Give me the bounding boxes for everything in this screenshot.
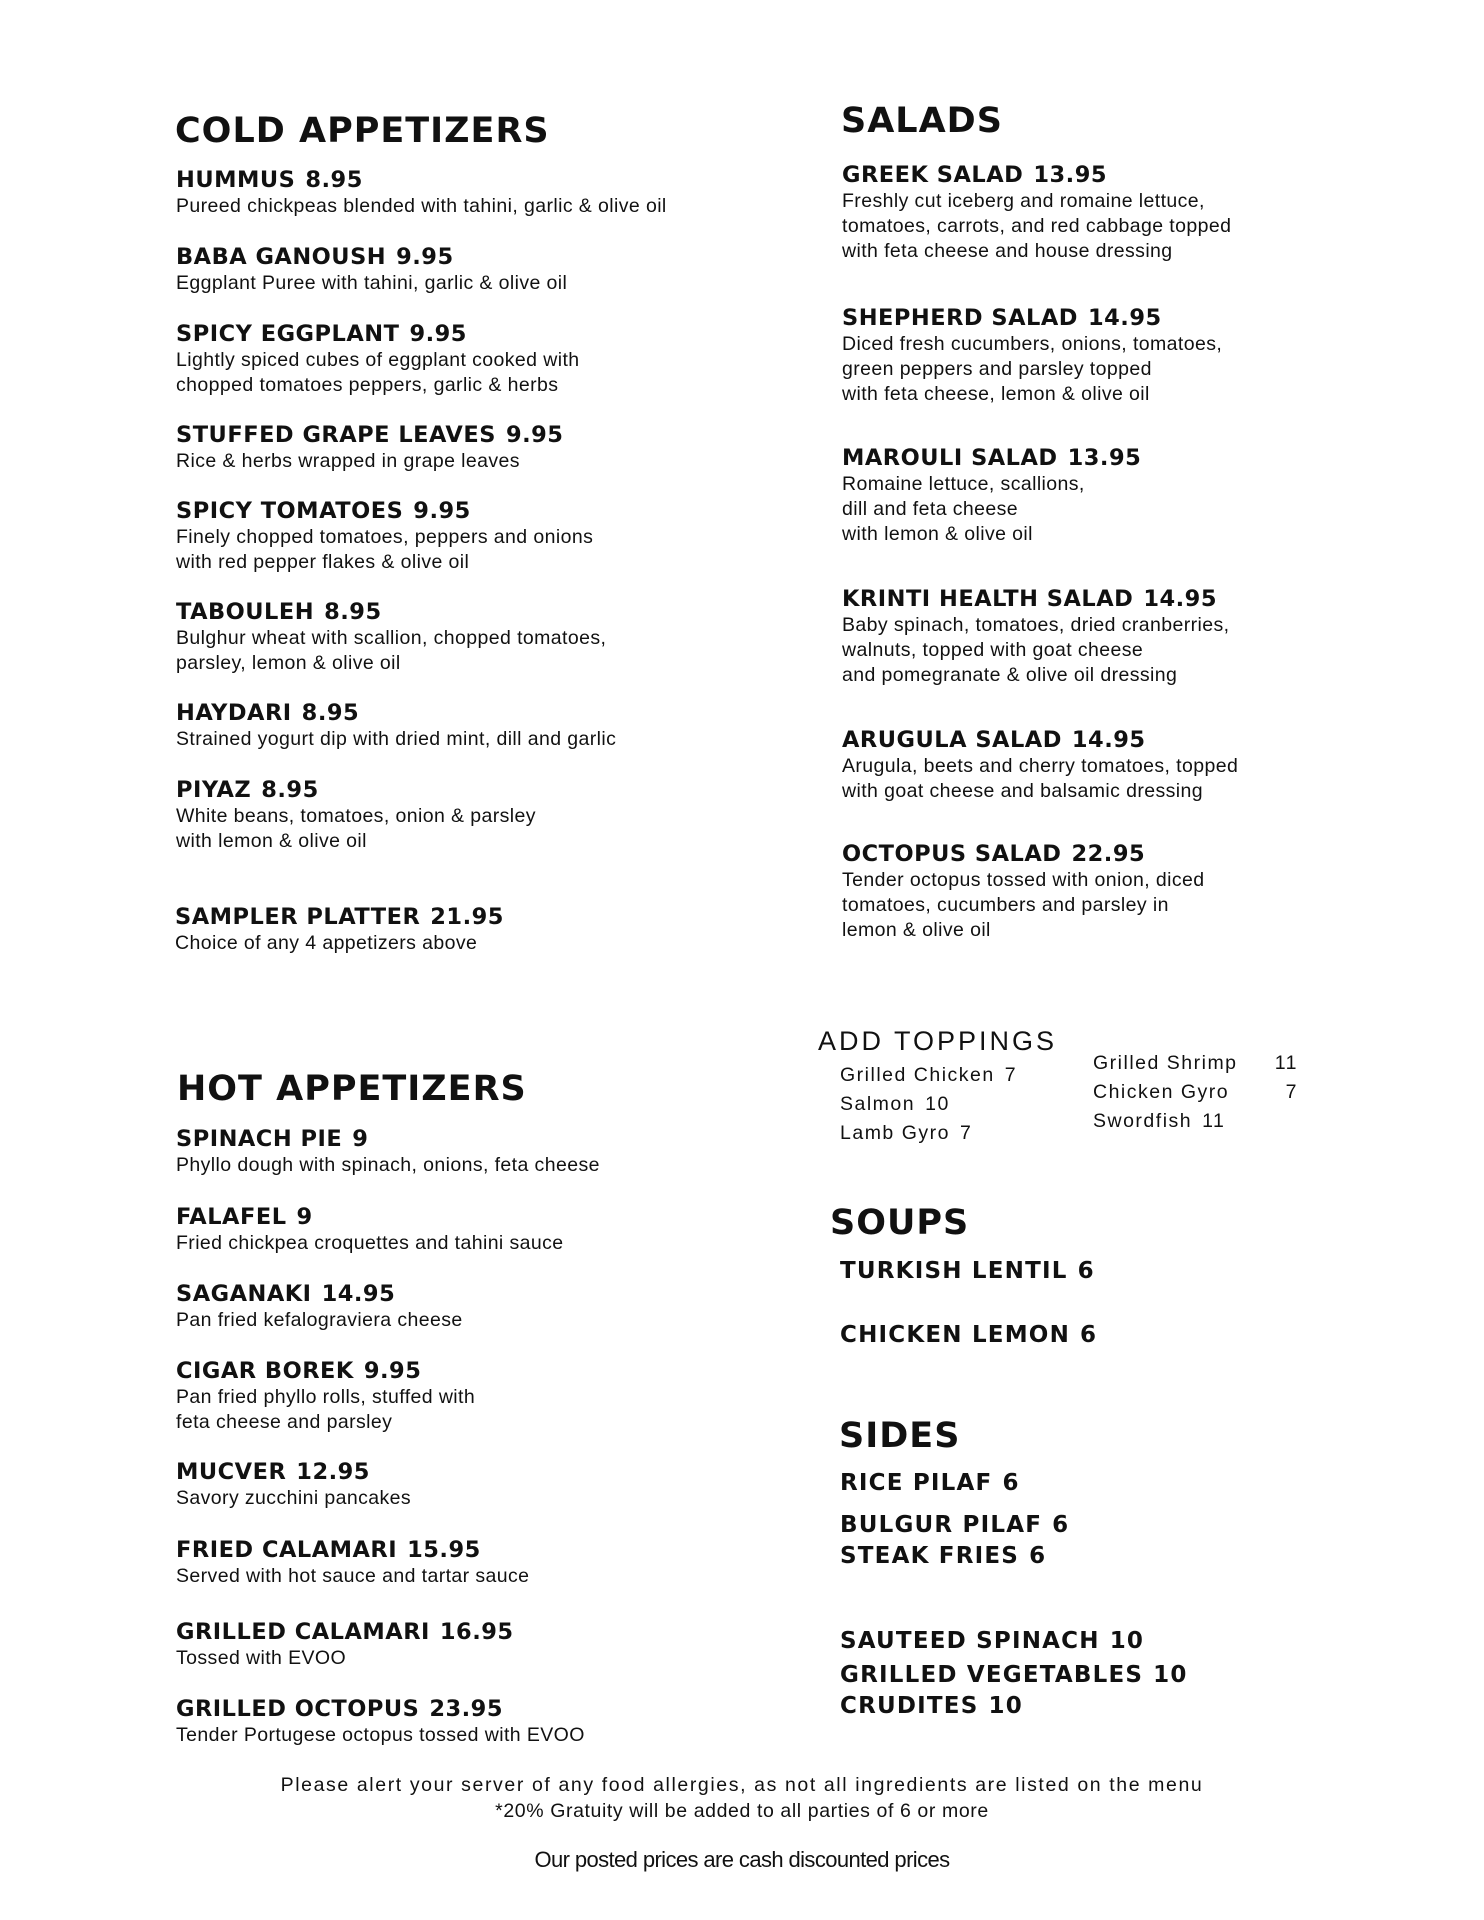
item-description: Freshly cut iceberg and romaine lettuce, (842, 190, 1205, 212)
item-price: 16.95 (439, 1619, 514, 1645)
topping-item: Lamb Gyro 7 (840, 1122, 973, 1144)
item-name: FALAFEL (176, 1204, 287, 1230)
item-description: Pureed chickpeas blended with tahini, garlic & olive oil (176, 195, 667, 217)
item-description: Finely chopped tomatoes, peppers and onions (176, 526, 594, 548)
toppings-title: ADD TOPPINGS (818, 1026, 1058, 1056)
item-name: FRIED CALAMARI (176, 1537, 398, 1563)
item-price: 15.95 (407, 1537, 481, 1563)
item-name: SAMPLER PLATTER (175, 904, 421, 930)
item-description: Savory zucchini pancakes (176, 1487, 412, 1509)
item-description: Served with hot sauce and tartar sauce (176, 1565, 530, 1587)
item-name: OCTOPUS SALAD (842, 841, 1062, 867)
menu-item-shepherd-salad (842, 304, 1222, 407)
menu-item-stuffed-grape-leaves (176, 421, 563, 474)
menu-item-fried-calamari (176, 1536, 529, 1589)
item-description: with lemon & olive oil (842, 523, 1033, 545)
item-description: walnuts, topped with goat cheese (842, 639, 1144, 661)
item-price: 22.95 (1071, 841, 1146, 867)
item-price: 9.95 (396, 244, 454, 270)
item-name: ARUGULA SALAD (842, 727, 1062, 753)
item-description: Arugula, beets and cherry tomatoes, topped (842, 755, 1239, 777)
side-item-crudites: CRUDITES 10 (840, 1693, 1023, 1719)
menu-item-hummus (176, 166, 667, 219)
item-price: 14.95 (1071, 727, 1146, 753)
item-name: SPICY EGGPLANT (176, 321, 400, 347)
side-item-sauteed-spinach: SAUTEED SPINACH 10 (840, 1628, 1145, 1654)
item-name: GRILLED CALAMARI (176, 1619, 430, 1645)
item-name: SPINACH PIE (176, 1126, 343, 1152)
cash-discount-note: Our posted prices are cash discounted prices (534, 1847, 950, 1872)
item-name: MUCVER (176, 1459, 287, 1485)
item-name: KRINTI HEALTH SALAD (842, 586, 1134, 612)
item-price: 21.95 (430, 904, 504, 930)
toppings-right-list (1093, 1049, 1298, 1136)
item-description: Pan fried phyllo rolls, stuffed with (176, 1386, 476, 1408)
item-description: White beans, tomatoes, onion & parsley (176, 805, 536, 827)
soups-heading: SOUPS (830, 1203, 970, 1243)
item-description: with lemon & olive oil (176, 830, 367, 852)
item-description: parsley, lemon & olive oil (176, 652, 401, 674)
item-price: 9.95 (505, 422, 564, 448)
item-description: Baby spinach, tomatoes, dried cranberries, (842, 614, 1230, 636)
item-description: Choice of any 4 appetizers above (175, 932, 478, 954)
topping-item: Grilled Chicken 7 (840, 1064, 1018, 1086)
topping-item: Chicken Gyro 7 (1093, 1081, 1298, 1103)
item-name: CIGAR BOREK (176, 1358, 354, 1384)
item-description: Pan fried kefalograviera cheese (176, 1309, 463, 1331)
toppings-left-list (840, 1061, 1017, 1148)
item-price: 13.95 (1033, 162, 1108, 188)
menu-item-saganaki (176, 1280, 463, 1333)
item-name: SPICY TOMATOES (176, 498, 404, 524)
gratuity-note: *20% Gratuity will be added to all parties of 6 or more (495, 1800, 989, 1822)
item-description: Lightly spiced cubes of eggplant cooked with (176, 349, 580, 371)
side-item-rice-pilaf: RICE PILAF 6 (840, 1470, 1020, 1496)
menu-item-piyaz (176, 776, 536, 854)
item-description: Tossed with EVOO (176, 1647, 347, 1669)
item-description: chopped tomatoes peppers, garlic & herbs (176, 374, 559, 396)
menu-item-krinti-health-salad (842, 585, 1230, 688)
item-description: Fried chickpea croquettes and tahini sauce (176, 1232, 564, 1254)
item-price: 8.95 (261, 777, 319, 803)
item-description: with feta cheese and house dressing (842, 240, 1173, 262)
menu-item-mucver (176, 1458, 411, 1511)
item-price: 9 (352, 1126, 369, 1152)
item-price: 13.95 (1067, 445, 1142, 471)
hot-appetizers-heading: HOT APPETIZERS (177, 1069, 527, 1109)
menu-item-marouli-salad (842, 444, 1141, 547)
item-description: Strained yogurt dip with dried mint, dill and garlic (176, 728, 617, 750)
side-item-grilled-vegetables: GRILLED VEGETABLES 10 (840, 1662, 1188, 1688)
item-description: with feta cheese, lemon & olive oil (842, 383, 1150, 405)
item-description: tomatoes, carrots, and red cabbage topped (842, 215, 1232, 237)
item-name: PIYAZ (176, 777, 252, 803)
menu-item-spinach-pie (176, 1125, 600, 1178)
item-price: 14.95 (1087, 305, 1162, 331)
item-name: MAROULI SALAD (842, 445, 1058, 471)
item-price: 14.95 (321, 1281, 396, 1307)
cold-appetizers-heading: COLD APPETIZERS (175, 111, 550, 151)
menu-item-octopus-salad (842, 840, 1205, 943)
item-description: lemon & olive oil (842, 919, 991, 941)
item-name: STUFFED GRAPE LEAVES (176, 422, 496, 448)
menu-item-haydari (176, 699, 616, 752)
item-description: Rice & herbs wrapped in grape leaves (176, 450, 520, 472)
item-price: 9 (296, 1204, 313, 1230)
item-price: 9.95 (363, 1358, 422, 1384)
menu-item-falafel (176, 1203, 564, 1256)
item-description: Tender Portugese octopus tossed with EVOO (176, 1724, 585, 1746)
item-description: green peppers and parsley topped (842, 358, 1152, 380)
item-description: tomatoes, cucumbers and parsley in (842, 894, 1169, 916)
item-price: 8.95 (324, 599, 382, 625)
item-description: dill and feta cheese (842, 498, 1019, 520)
item-name: BABA GANOUSH (176, 244, 387, 270)
item-price: 9.95 (413, 498, 471, 524)
item-description: Tender octopus tossed with onion, diced (842, 869, 1205, 891)
item-description: with goat cheese and balsamic dressing (842, 780, 1203, 802)
item-price: 8.95 (305, 167, 363, 193)
item-description: and pomegranate & olive oil dressing (842, 664, 1178, 686)
item-name: HUMMUS (176, 167, 296, 193)
menu-item-grilled-calamari (176, 1618, 514, 1671)
menu-item-baba-ganoush (176, 243, 567, 296)
item-price: 14.95 (1143, 586, 1217, 612)
item-description: Phyllo dough with spinach, onions, feta cheese (176, 1154, 600, 1176)
topping-item: Salmon 10 (840, 1093, 950, 1115)
item-price: 8.95 (301, 700, 360, 726)
item-price: 12.95 (296, 1459, 370, 1485)
item-name: HAYDARI (176, 700, 292, 726)
menu-item-greek-salad (842, 161, 1231, 264)
allergy-note: Please alert your server of any food allergies, as not all ingredients are listed on the menu (280, 1774, 1204, 1796)
menu-item-arugula-salad (842, 726, 1238, 804)
item-name: SHEPHERD SALAD (842, 305, 1078, 331)
salads-heading: SALADS (841, 101, 1003, 141)
item-name: TABOULEH (176, 599, 315, 625)
soup-item-turkish-lentil: TURKISH LENTIL 6 (840, 1258, 1095, 1284)
item-description: Romaine lettuce, scallions, (842, 473, 1085, 495)
item-description: Eggplant Puree with tahini, garlic & olive oil (176, 272, 568, 294)
item-price: 9.95 (409, 321, 467, 347)
menu-item-tabouleh (176, 598, 606, 676)
item-description: Diced fresh cucumbers, onions, tomatoes, (842, 333, 1223, 355)
side-item-steak-fries: STEAK FRIES 6 (840, 1543, 1047, 1569)
menu-item-grilled-octopus (176, 1695, 585, 1748)
menu-item-spicy-tomatoes (176, 497, 593, 575)
item-description: feta cheese and parsley (176, 1411, 393, 1433)
item-description: Bulghur wheat with scallion, chopped tomatoes, (176, 627, 607, 649)
topping-item: Grilled Shrimp 11 (1093, 1052, 1298, 1074)
item-name: GREEK SALAD (842, 162, 1024, 188)
sides-heading: SIDES (839, 1416, 961, 1456)
menu-item-cigar-borek (176, 1357, 475, 1435)
menu-item-sampler-platter (175, 903, 504, 956)
side-item-bulgur-pilaf: BULGUR PILAF 6 (840, 1512, 1070, 1538)
item-name: SAGANAKI (176, 1281, 312, 1307)
soup-item-chicken-lemon: CHICKEN LEMON 6 (840, 1322, 1098, 1348)
item-price: 23.95 (429, 1696, 503, 1722)
topping-item: Swordfish 11 (1093, 1110, 1226, 1132)
item-description: with red pepper flakes & olive oil (176, 551, 470, 573)
menu-item-spicy-eggplant (176, 320, 580, 398)
item-name: GRILLED OCTOPUS (176, 1696, 420, 1722)
